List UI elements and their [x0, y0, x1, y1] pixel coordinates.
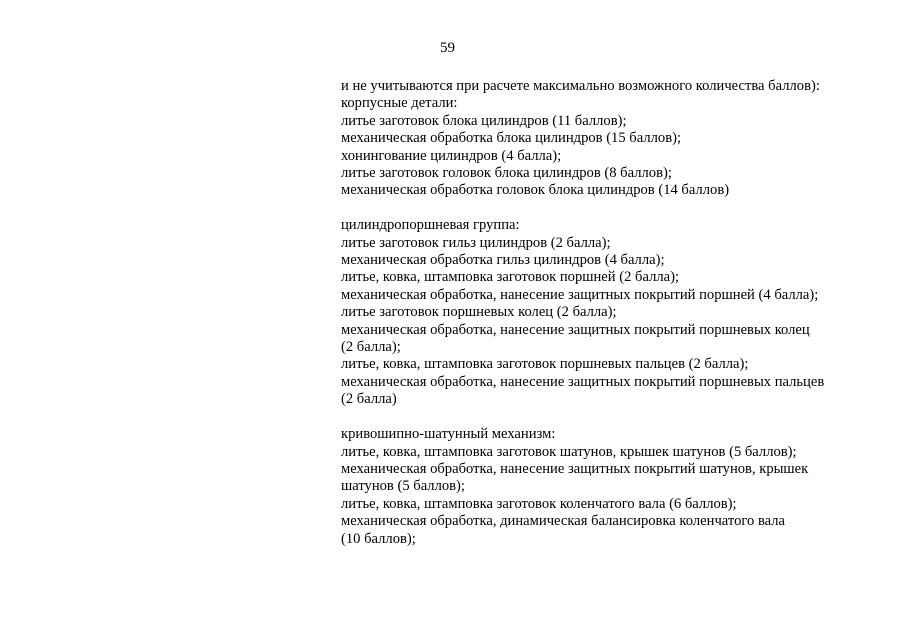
list-item: механическая обработка, нанесение защитных покрытий поршней (4 балла);	[341, 286, 819, 303]
list-item: механическая обработка головок блока цилиндров (14 баллов)	[341, 182, 730, 199]
page-number: 59	[440, 40, 455, 56]
list-item: хонингование цилиндров (4 балла);	[341, 147, 562, 164]
list-item-continuation: (2 балла)	[341, 391, 397, 408]
list-item: механическая обработка, нанесение защитных покрытий поршневых пальцев	[341, 373, 825, 390]
section-heading: кривошипно-шатунный механизм:	[341, 426, 556, 443]
list-item: литье, ковка, штамповка заготовок поршневых пальцев (2 балла);	[341, 356, 749, 373]
list-item: литье, ковка, штамповка заготовок шатунов, крышек шатунов (5 баллов);	[341, 443, 797, 460]
document-body	[341, 78, 861, 548]
list-item: литье заготовок поршневых колец (2 балла);	[341, 304, 617, 321]
section-cylinder-piston-group	[341, 217, 861, 408]
list-item: литье заготовок гильз цилиндров (2 балла);	[341, 234, 611, 251]
list-item: механическая обработка гильз цилиндров (4 балла);	[341, 252, 665, 269]
text-line: и не учитываются при расчете максимально возможного количества баллов):	[341, 78, 820, 94]
section-heading: корпусные детали:	[341, 95, 458, 112]
list-item-continuation: (10 баллов);	[341, 530, 416, 547]
list-item: литье, ковка, штамповка заготовок коленчатого вала (6 баллов);	[341, 495, 737, 512]
list-item-continuation: шатунов (5 баллов);	[341, 478, 465, 495]
list-item: механическая обработка, нанесение защитных покрытий шатунов, крышек	[341, 460, 809, 477]
list-item-continuation: (2 балла);	[341, 339, 401, 356]
list-item: механическая обработка, нанесение защитных покрытий поршневых колец	[341, 321, 810, 338]
list-item: литье заготовок блока цилиндров (11 баллов);	[341, 112, 627, 129]
section-body-parts	[341, 78, 861, 200]
list-item: механическая обработка блока цилиндров (15 баллов);	[341, 130, 682, 147]
section-heading: цилиндропоршневая группа:	[341, 217, 520, 234]
list-item: литье, ковка, штамповка заготовок поршней (2 балла);	[341, 269, 680, 286]
list-item: механическая обработка, динамическая балансировка коленчатого вала	[341, 513, 786, 530]
section-crank-mechanism	[341, 426, 861, 548]
list-item: литье заготовок головок блока цилиндров (8 баллов);	[341, 165, 672, 182]
